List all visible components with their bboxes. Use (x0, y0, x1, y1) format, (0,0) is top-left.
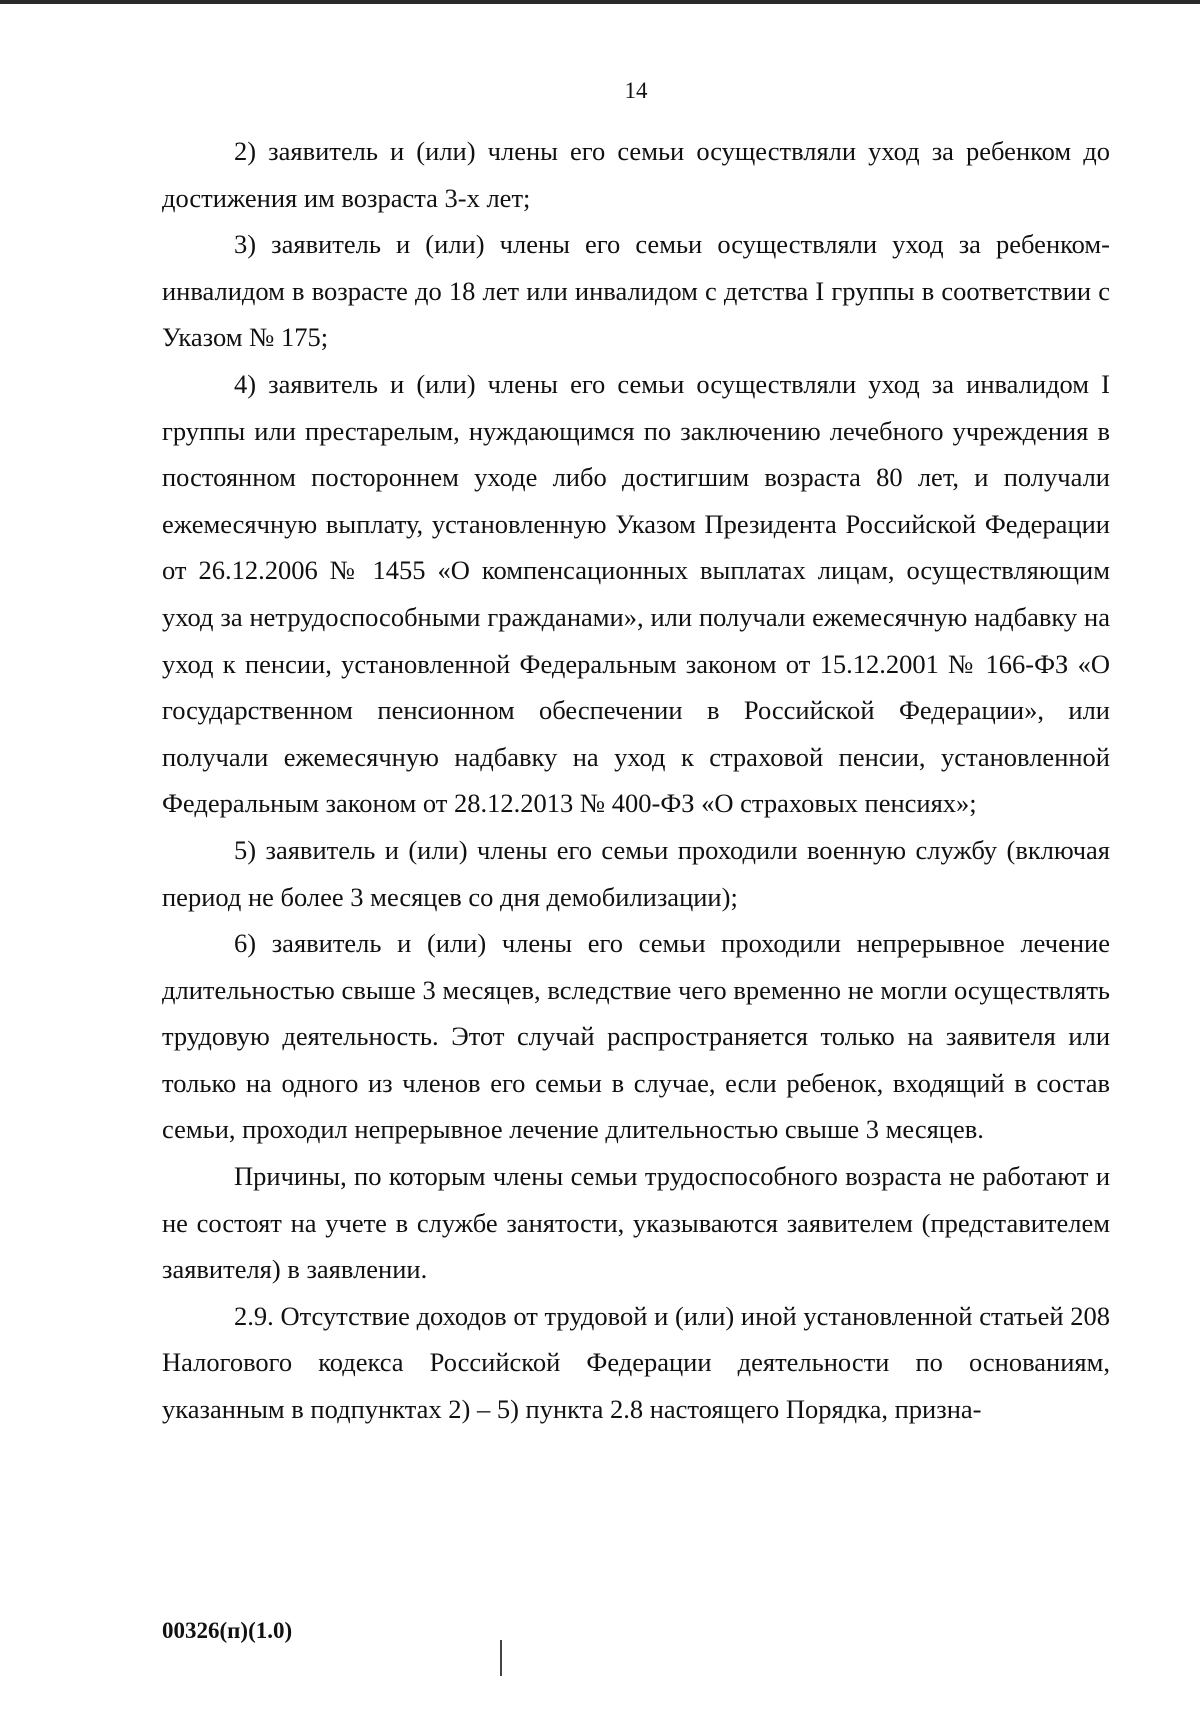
paragraph-reasons: Причины, по которым члены семьи трудоспособного возраста не работают и не состоят на учете в службе занятости, указываются заявителем (представителем заявителя) в заявлении. (162, 1161, 1110, 1285)
paragraph-2-9: 2.9. Отсутствие доходов от трудовой и (или) иной установленной статьей 208 Налогового кодекса Российской Федерации деятельности по основаниям, указанным в подпунктах 2) – 5) пункта 2.8 настоящего Порядка, призна- (162, 1300, 1110, 1425)
paragraph-item-4: 4) заявитель и (или) члены его семьи осуществляли уход за инвалидом I группы или престарелым, нуждающимся по заключению лечебного учреждения в постоянном постороннем уходе либо достигшим возраста 80 лет, и получали ежемесячную выплату, установленную Указом Президента Российской Федерации от 26.12.2006 № 1455 «О компенсационных выплатах лицам, осуществляющим уход за нетрудоспособными гражданами», или получали ежемесячную надбавку на уход к пенсии, установленной Федеральным законом от 15.12.2001 № 166-ФЗ «О государственном пенсионном обеспечении в Российской Федерации», или получали ежемесячную надбавку на уход к страховой пенсии, установленной Федеральным законом от 28.12.2013 № 400-ФЗ «О страховых пенсиях»; (162, 368, 1110, 819)
top-border-line (0, 0, 1200, 4)
paragraph-item-2: 2) заявитель и (или) члены его семьи осуществляли уход за ребенком до достижения им возраста 3-х лет; (162, 136, 1110, 213)
document-body (162, 128, 1110, 1433)
paragraph-item-5: 5) заявитель и (или) члены его семьи проходили военную службу (включая период не более 3 месяцев со дня демобилизации); (162, 834, 1110, 912)
document-code: 00326(п)(1.0) (162, 1618, 293, 1643)
paragraph-item-6: 6) заявитель и (или) члены его семьи проходили непрерывное лечение длительностью свыше 3 месяцев, вследствие чего временно не могли осуществлять трудовую деятельность. Этот случай распространяется только на заявителя или только на одного из членов его семьи в случае, если ребенок, входящий в состав семьи, проходил непрерывное лечение длительностью свыше 3 месяцев. (162, 928, 1110, 1145)
paragraph-item-3: 3) заявитель и (или) члены его семьи осуществляли уход за ребенком-инвалидом в возрасте до 18 лет или инвалидом с детства I группы в соответствии с Указом № 175; (162, 229, 1110, 353)
page-number: 14 (624, 78, 648, 103)
scan-artifact-line (500, 1640, 502, 1676)
